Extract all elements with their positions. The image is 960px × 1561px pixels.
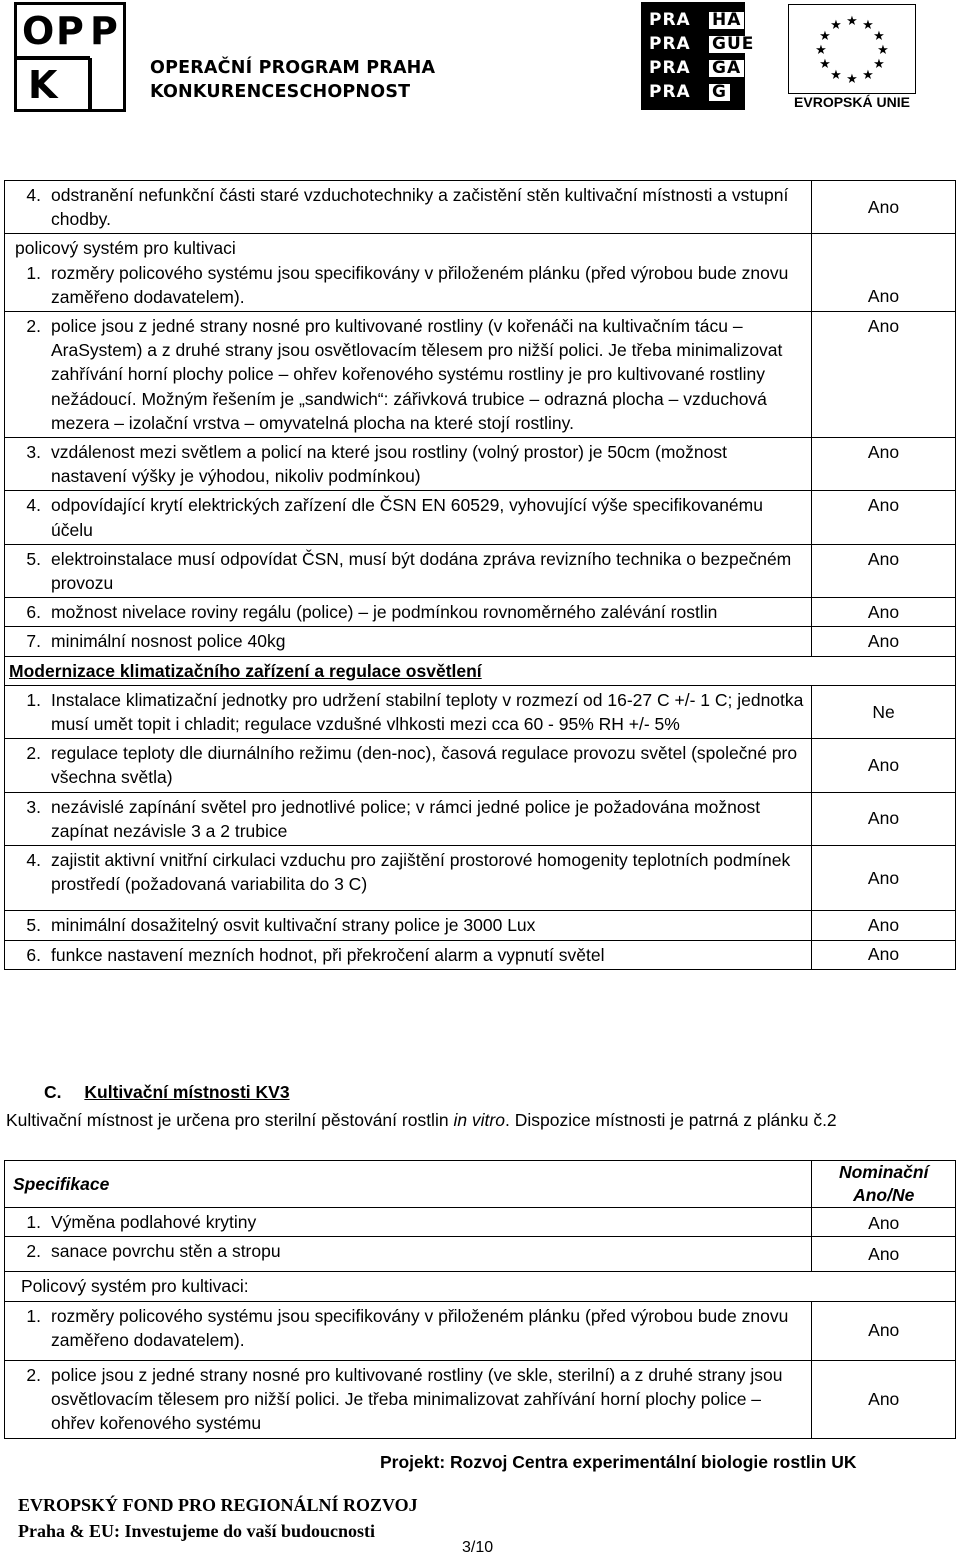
table-row <box>5 792 956 845</box>
table-cell <box>5 544 812 597</box>
svg-text:★: ★ <box>846 14 858 29</box>
value-cell: Ano <box>812 846 956 911</box>
list-item: 2. regulace teploty dle diurnálního režimu (den-noc), časová regulace provozu světel (společné pro všechna světla) <box>26 743 798 788</box>
section-title: Kultivační místnosti KV3 <box>84 1082 290 1102</box>
eu-flag <box>788 4 916 94</box>
value-cell: Ano <box>812 739 956 792</box>
list-item: 7. minimální nosnost police 40kg <box>26 631 286 652</box>
list-item: 2. police jsou z jedné strany nosné pro kultivované rostliny (ve skle, sterilní) a z druhé strany jsou osvětlovacím tělesem pro nižší polici. Je třeba minimalizovat zahřívání horní plochy police – ohřev kořenového systému <box>26 1365 783 1434</box>
praha-logo <box>641 2 755 110</box>
praha-row: PRA HA <box>649 12 691 29</box>
list-item: 4. odpovídající krytí elektrických zařízení dle ČSN EN 60529, vyhovující výše specifikovanému účelu <box>26 495 763 540</box>
column-header-nomination: Nominační <box>838 1162 929 1182</box>
list-item: 6. funkce nastavení mezních hodnot, při překročení alarm a vypnutí světel <box>26 944 605 965</box>
svg-text:★: ★ <box>830 18 842 33</box>
fund-line-2: Praha & EU: Investujeme do vaší budoucnosti <box>18 1521 376 1541</box>
list-item: 4. odstranění nefunkční části staré vzduchotechniky a začistění stěn kultivační místnosti a vstupní chodby. <box>26 185 789 230</box>
value-cell: Ano <box>812 627 956 656</box>
list-item: 5. elektroinstalace musí odpovídat ČSN, musí být dodána zpráva revizního technika o bezpečném provozu <box>26 548 792 594</box>
table-row <box>5 685 956 738</box>
praha-row: PRA G <box>649 84 691 101</box>
svg-text:★: ★ <box>815 43 827 58</box>
praha-row: PRA GA <box>649 60 691 77</box>
in-vitro-term: in vitro <box>453 1110 505 1130</box>
table-cell <box>5 438 812 491</box>
table-cell <box>5 234 812 312</box>
section-c-heading <box>44 1082 290 1103</box>
value-cell: Ano <box>812 181 956 234</box>
list-item: 1. rozměry policového systému jsou specifikovány v přiloženém plánku (před výrobou bude znovu zaměřeno dodavatelem). <box>26 1305 789 1350</box>
opp-letter-p2: P <box>90 9 118 53</box>
table-row <box>5 312 956 438</box>
table-row <box>5 234 956 312</box>
eu-stars-icon <box>789 5 915 93</box>
table-row <box>5 438 956 491</box>
value-cell: Ano <box>812 940 956 969</box>
table-cell <box>5 685 812 738</box>
header-cell <box>5 1161 812 1208</box>
table-row <box>5 598 956 627</box>
list-item: 1. Výměna podlahové krytiny <box>26 1212 257 1232</box>
table-row <box>5 656 956 685</box>
table-row <box>5 846 956 911</box>
header-cell <box>812 1161 956 1208</box>
opp-program-title <box>150 56 435 104</box>
table-cell <box>5 911 812 940</box>
table-cell <box>5 491 812 544</box>
list-item: 3. vzdálenost mezi světlem a policí na které jsou rostliny (volný prostor) je 50cm (možnost nastavení výšky je výhodou, nikoliv podmínkou) <box>26 442 727 487</box>
table-row <box>5 1272 956 1301</box>
svg-text:★: ★ <box>873 29 885 44</box>
table-row <box>5 940 956 969</box>
list-item: 2. police jsou z jedné strany nosné pro kultivované rostliny (v kořenáči na kultivačním tácu – AraSystem) a z druhé strany jsou osvětlovacím tělesem pro nižší polici. Je třeba minimalizovat zahřívání horní plochy police – ohřev kořenového systému rostliny je pro kultivované rostliny nežádoucí. Možným řešením je „sandwich“: zářivková trubice – odrazná plocha – vzduchová mezera – izolační vrstva – omyvatelná plocha na které stojí rostliny. <box>26 316 783 433</box>
table-row <box>5 181 956 234</box>
value-cell: Ano <box>812 544 956 597</box>
praha-row: PRA GUE <box>649 36 691 53</box>
opp-letter-o: O <box>22 9 55 53</box>
list-item: 4. zajistit aktivní vnitřní cirkulaci vzduchu pro zajištění prostorové homogenity teplotních podmínek prostředí (požadovaná variabilita do 3 C) <box>26 850 791 895</box>
table-row <box>5 544 956 597</box>
table-row <box>5 911 956 940</box>
value-cell: Ano <box>812 1301 956 1360</box>
value-cell: Ne <box>812 685 956 738</box>
table-cell <box>5 846 812 911</box>
table-row <box>5 1301 956 1360</box>
spec-table-2 <box>4 1160 956 1439</box>
list-item: 5. minimální dosažitelný osvit kultivační strany police je 3000 Lux <box>26 915 536 936</box>
value-cell: Ano <box>812 1237 956 1272</box>
project-footer: Projekt: Rozvoj Centra experimentální biologie rostlin UK <box>380 1452 857 1472</box>
fund-footer <box>18 1492 418 1544</box>
opp-title-line1: OPERAČNÍ PROGRAM PRAHA <box>150 58 436 78</box>
table-cell <box>5 792 812 845</box>
subsection-heading: policový systém pro kultivaci <box>15 238 236 259</box>
table-cell <box>5 1237 812 1272</box>
list-item: 6. možnost nivelace roviny regálu (police) – je podmínkou rovnoměrného zalévání rostlin <box>26 602 718 623</box>
table-cell <box>5 312 812 438</box>
table-cell <box>5 1208 812 1237</box>
page-number: 3/10 <box>462 1539 494 1556</box>
table-cell <box>5 598 812 627</box>
eu-logo <box>786 4 916 114</box>
svg-text:★: ★ <box>873 57 885 72</box>
svg-text:★: ★ <box>830 68 842 83</box>
table-row <box>5 627 956 656</box>
value-cell: Ano <box>812 792 956 845</box>
table-row <box>5 491 956 544</box>
subsection-heading-cell <box>5 1272 956 1301</box>
table-cell <box>5 181 812 234</box>
list-item: 2. sanace povrchu stěn a stropu <box>26 1241 281 1262</box>
svg-text:★: ★ <box>877 43 889 58</box>
list-item: 3. nezávislé zapínání světel pro jednotlivé police; v rámci jedné police je požadována možnost zapínat nezávisle 3 a 2 trubice <box>26 796 761 841</box>
svg-text:★: ★ <box>819 29 831 44</box>
table-row <box>5 739 956 792</box>
section-heading-cell <box>5 656 956 685</box>
opp-title-line2: KONKURENCESCHOPNOST <box>150 82 411 102</box>
list-item: 1. rozměry policového systému jsou specifikovány v přiloženém plánku (před výrobou bude znovu zaměřeno dodavatelem). <box>26 262 789 307</box>
table-row <box>5 1361 956 1439</box>
column-header-yesno: Ano/Ne <box>853 1185 915 1205</box>
opp-letter-p1: P <box>56 9 84 53</box>
value-cell: Ano <box>812 312 956 438</box>
svg-text:★: ★ <box>862 18 874 33</box>
fund-line-1: EVROPSKÝ FOND PRO REGIONÁLNÍ ROZVOJ <box>18 1495 418 1515</box>
spec-table-1 <box>4 180 956 970</box>
opp-logo <box>14 2 126 112</box>
opp-letter-k: K <box>28 63 58 107</box>
section-heading: Modernizace klimatizačního zařízení a regulace osvětlení <box>9 660 482 681</box>
table-row <box>5 1237 956 1272</box>
subsection-heading: Policový systém pro kultivaci: <box>21 1276 249 1297</box>
value-cell: Ano <box>812 598 956 627</box>
value-cell: Ano <box>812 491 956 544</box>
table-row <box>5 1208 956 1237</box>
list-item: 1. Instalace klimatizační jednotky pro udržení stabilní teploty v rozmezí od 16-27 C +/- 1 C; jednotka musí umět topit i chladit; regulace vzdušné vlhkosti mezi cca 60 - 95% RH +/- 5% <box>26 689 804 735</box>
table-cell <box>5 1361 812 1439</box>
svg-text:★: ★ <box>819 57 831 72</box>
section-intro: Kultivační místnost je určena pro sterilní pěstování rostlin in vitro. Dispozice místnosti je patrná z plánku č.2 <box>6 1110 837 1130</box>
value-cell: Ano <box>812 234 956 312</box>
table-cell <box>5 1301 812 1360</box>
table-cell <box>5 739 812 792</box>
svg-text:★: ★ <box>862 68 874 83</box>
table-cell <box>5 627 812 656</box>
value-cell: Ano <box>812 438 956 491</box>
table-cell <box>5 940 812 969</box>
value-cell: Ano <box>812 1361 956 1439</box>
table-header-row <box>5 1161 956 1208</box>
value-cell: Ano <box>812 911 956 940</box>
value-cell: Ano <box>812 1208 956 1237</box>
eu-label: EVROPSKÁ UNIE <box>794 94 910 110</box>
svg-text:★: ★ <box>846 72 858 87</box>
section-letter: C. <box>44 1082 62 1102</box>
column-header-spec: Specifikace <box>13 1173 110 1194</box>
